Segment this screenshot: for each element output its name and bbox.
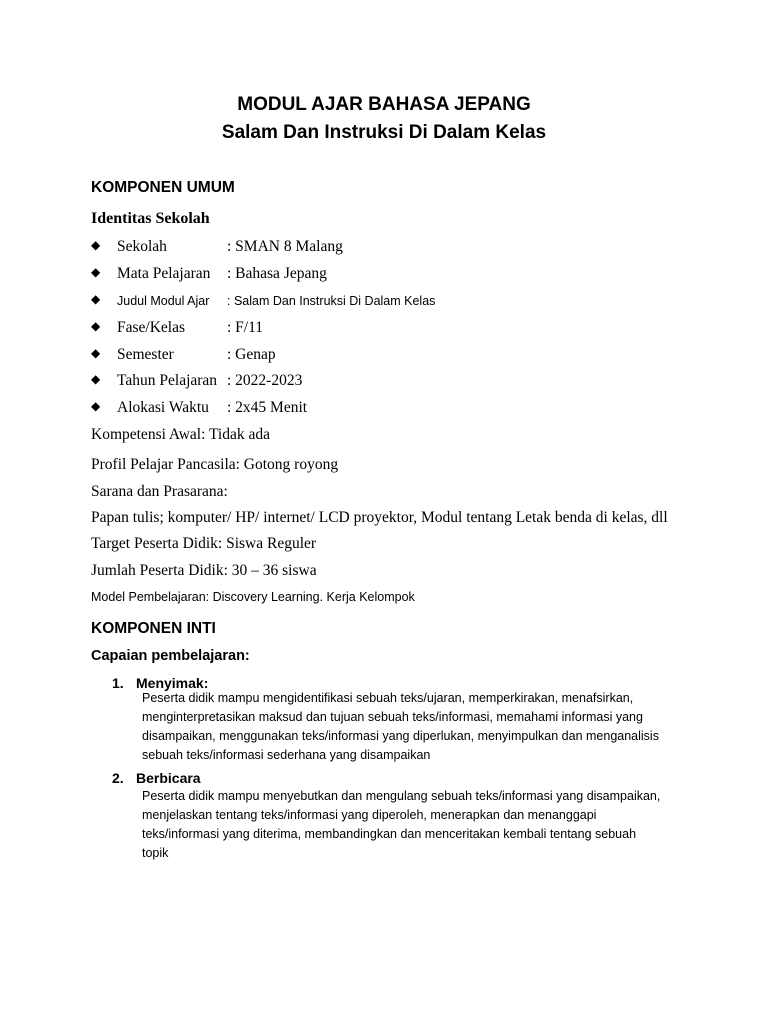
section-heading-komponen-umum: KOMPONEN UMUM (91, 179, 235, 196)
paragraph-line: teks/informasi yang diterima, membandingkan dan menceritakan kembali tentang sebuah (142, 827, 637, 841)
list-number: 2. (112, 770, 124, 786)
section-heading-komponen-inti: KOMPONEN INTI (91, 620, 216, 637)
identitas-label: Judul Modul Ajar (117, 294, 210, 308)
identitas-value: : 2x45 Menit (227, 399, 308, 416)
identitas-value: : Salam Dan Instruksi Di Dalam Kelas (227, 294, 436, 308)
sarana-prasarana-text: Papan tulis; komputer/ HP/ internet/ LCD proyektor, Modul tentang Letak benda di kelas, dll (91, 509, 668, 526)
identitas-label: Fase/Kelas (117, 319, 186, 336)
list-number: 1. (112, 675, 124, 691)
list-item-paragraph (142, 787, 682, 863)
identitas-label: Semester (117, 346, 174, 363)
list-item-title: Berbicara (136, 770, 201, 786)
paragraph-line: sebuah teks/informasi sederhana yang disampaikan (142, 748, 431, 762)
sarana-prasarana-heading: Sarana dan Prasarana: (91, 483, 228, 500)
diamond-bullet-icon: ◆ (91, 238, 101, 252)
paragraph-line: Peserta didik mampu menyebutkan dan mengulang sebuah teks/informasi yang disampaikan, (142, 789, 661, 803)
identitas-value: : Genap (227, 346, 276, 363)
profil-pelajar-pancasila: Profil Pelajar Pancasila: Gotong royong (91, 456, 339, 473)
identitas-value: : SMAN 8 Malang (227, 238, 343, 255)
identitas-value: : 2022-2023 (227, 372, 303, 389)
document-subtitle: Salam Dan Instruksi Di Dalam Kelas (221, 122, 547, 143)
list-item-title: Menyimak: (136, 675, 209, 691)
identitas-label: Alokasi Waktu (117, 399, 209, 416)
identitas-sekolah-heading: Identitas Sekolah (91, 210, 210, 227)
identitas-label: Tahun Pelajaran (117, 372, 218, 389)
list-item-paragraph (142, 689, 682, 765)
diamond-bullet-icon: ◆ (91, 399, 101, 413)
diamond-bullet-icon: ◆ (91, 265, 101, 279)
diamond-bullet-icon: ◆ (91, 346, 101, 360)
diamond-bullet-icon: ◆ (91, 319, 101, 333)
identitas-label: Sekolah (117, 238, 167, 255)
diamond-bullet-icon: ◆ (91, 372, 101, 386)
paragraph-line: menginterpretasikan maksud dan tujuan sebuah teks/informasi, memahami informasi yang (142, 710, 643, 724)
document-title: MODUL AJAR BAHASA JEPANG (237, 94, 531, 115)
kompetensi-awal: Kompetensi Awal: Tidak ada (91, 426, 270, 443)
identitas-value: : Bahasa Jepang (227, 265, 327, 282)
paragraph-line: topik (142, 846, 169, 860)
diamond-bullet-icon: ◆ (91, 292, 101, 306)
capaian-pembelajaran-heading: Capaian pembelajaran: (91, 648, 250, 664)
identitas-label: Mata Pelajaran (117, 265, 211, 282)
target-peserta-didik: Target Peserta Didik: Siswa Reguler (91, 535, 317, 552)
model-pembelajaran: Model Pembelajaran: Discovery Learning. Kerja Kelompok (91, 590, 415, 604)
paragraph-line: Peserta didik mampu mengidentifikasi sebuah teks/ujaran, memperkirakan, menafsirkan, (142, 691, 634, 705)
paragraph-line: menjelaskan tentang teks/informasi yang diperoleh, menerapkan dan menanggapi (142, 808, 597, 822)
list-item-heading (112, 770, 201, 786)
jumlah-peserta-didik: Jumlah Peserta Didik: 30 – 36 siswa (91, 562, 317, 579)
paragraph-line: disampaikan, menggunakan teks/informasi yang diperlukan, menyimpulkan dan menganalisis (142, 729, 659, 743)
identitas-value: : F/11 (227, 319, 264, 336)
